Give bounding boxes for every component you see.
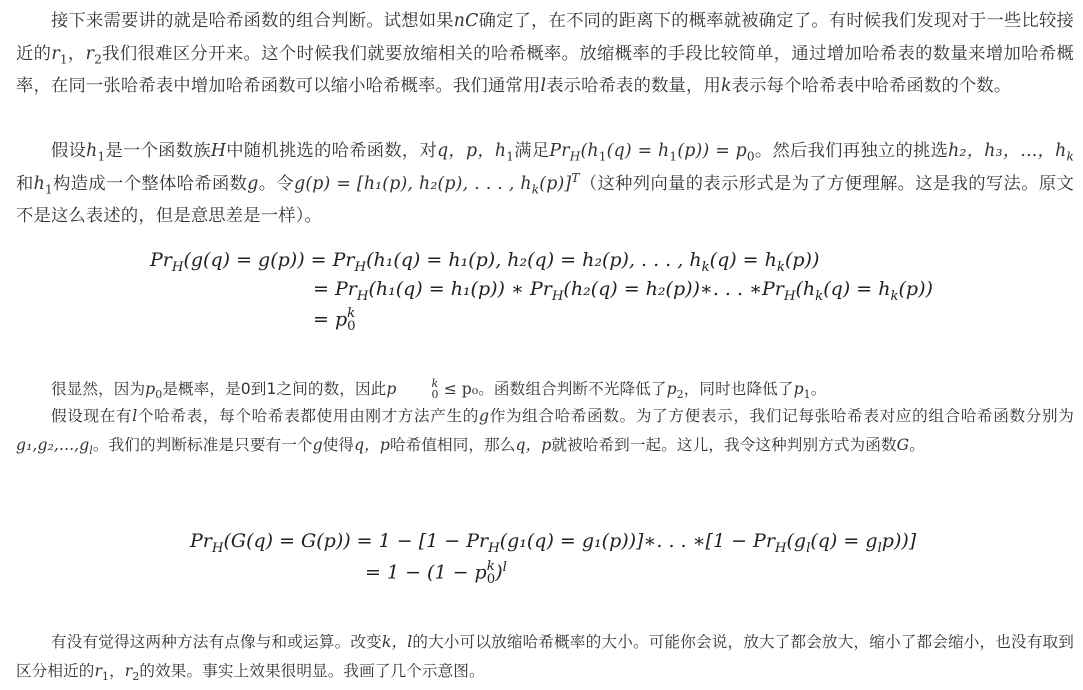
text: 的效果。事实上效果很明显。我画了几个示意图。 (139, 662, 485, 680)
text: 是一个函数族 (105, 141, 211, 161)
paragraph-intro (16, 5, 1074, 103)
math-l: l (540, 76, 547, 96)
math-k: k (721, 76, 732, 96)
math-g-list: $g_1,g_2,...,g_l$ (16, 436, 93, 458)
text: 假设现在有 (51, 407, 133, 425)
math-q-p: q，p (354, 436, 390, 454)
math-h1: $h_1$ (494, 141, 515, 164)
text: 。然后我们再独立的挑选 (754, 141, 949, 161)
text: 。我们的判断标准是只要有一个 (92, 436, 313, 454)
math-pr-condition: $Pr_H(h_1(q) = h_1(p)) = p_0$ (549, 141, 755, 164)
math-r1: $r_1$ (51, 43, 68, 66)
text: ， (67, 43, 86, 64)
equation-1-line-3: = p k 0 (313, 306, 356, 335)
math-g-definition: g(p) = [h₁(p), h₂(p), . . . , $h_k(p)]^T$ (294, 170, 580, 196)
math-nC: nC (453, 11, 479, 31)
text: 作为组合哈希函数。为了方便表示，我们记每张哈希表对应的组合哈希函数分别为 (489, 407, 1074, 425)
equation-2-line-2: = 1 − (1 − p k 0 )$^l$ (365, 559, 507, 588)
math-k-l: k，l (381, 633, 413, 651)
math-h1: $h_1$ (86, 141, 106, 164)
text: 接下来需要讲的就是哈希函数的组合判断。试想如果 (51, 11, 454, 31)
math-q-p: q，p (515, 436, 552, 454)
text: 。函数组合判断不光降低了 (478, 380, 667, 398)
equation-1-line-1: $Pr_H(g(q) = g(p)) = Pr_H(h_1(q) = h_1(p)$, h₂(q) = h₂(p), . . . , $h_k(q) = h_k(p)$) (150, 249, 820, 275)
text: 的大小可以放缩哈希概率的大小。可能你会说，放大了都会放大，缩小了都会缩小，也没有取到区分相近的 (16, 633, 1075, 680)
equation-1-line-2: = $Pr_H(h_1(q) = h_1(p))$ ∗ $Pr_H(h_2(q)$ = h₂(p))∗. . . $∗Pr_H(h_k(q) = h_k(p))$ (313, 278, 933, 304)
text: 很显然，因为 (51, 380, 146, 398)
math-p0k-inequality: p k 0 ≤ p₀ (386, 377, 479, 401)
text: 使得 (322, 436, 355, 454)
paragraph-and-or: 有没有觉得这两种方法有点像与和或运算。改变k，l的大小可以放缩哈希概率的大小。可能你会说，放大了都会放大，缩小了都会缩小，也没有取到区分相近的$r_1$，$r_2$的效果。事实上效果很明显。我画了几个示意图。 (16, 633, 1075, 684)
text: 就被哈希到一起。这儿，我令这种判别方式为函数 (551, 436, 897, 454)
text: 。令 (258, 173, 295, 194)
text: 我们很难区分开来。这个时候我们就要放缩相关的哈希概率。放缩概率的手段比较简单，通过增加哈希表的数量来增加哈希概率，在同一张哈希表中增加哈希函数可以缩小哈希概率。我们通常用 (16, 43, 1075, 96)
math-G: G (896, 436, 910, 454)
text: 表示哈希表的数量，用 (546, 76, 722, 96)
text: ，同时也降低了 (683, 380, 794, 398)
math-g: g (312, 436, 323, 454)
paragraph-assumption (16, 135, 1074, 233)
text: 中随机挑选的哈希函数，对 (226, 141, 438, 161)
math-h2-hk: h₂，h₃，...，$h_k$ (948, 141, 1075, 164)
text: 假设 (51, 141, 87, 161)
text: 。 (810, 380, 827, 398)
math-l: l (132, 407, 138, 425)
paragraph-conclusion (16, 375, 1074, 404)
text: 确定了，在不同的距离下的概率就被确定了。有时候我们发现对于一些比较接近的 (16, 11, 1074, 64)
text: 。 (909, 436, 925, 454)
text: 满足 (514, 141, 550, 161)
math-H: H (210, 141, 227, 161)
equation-2-line-1: $Pr_H(G(q) = G(p)) = 1 - [1 - Pr_H(g_1(q)$ = g₁(p))]∗. . . ∗[1 − $Pr_H(g_l(q) = g_lp)$)] (190, 530, 917, 556)
math-q-p: q，p， (437, 141, 495, 161)
text: （这种列向量的表示形式是为了方便理解。这是我的写法。原文不是这么表述的，但是意思差是一样）。 (16, 173, 1075, 226)
math-p2: $p_2$ (666, 380, 684, 402)
math-h1: $h_1$ (33, 173, 53, 196)
math-g: g (479, 407, 490, 425)
math-p0: $p_0$ (145, 380, 163, 402)
math-r2: $r_2$ (85, 43, 102, 66)
math-p1: $p_1$ (793, 380, 811, 402)
text: 是概率，是0到1之间的数，因此 (162, 380, 387, 398)
text: 哈希值相同，那么 (389, 436, 516, 454)
paragraph-multi-table (16, 402, 1074, 460)
math-r1: $r_1$ (94, 662, 110, 684)
math-g: g (247, 173, 259, 194)
text: 表示每个哈希表中哈希函数的个数。 (731, 76, 1012, 96)
text: 有没有觉得这两种方法有点像与和或运算。改变 (51, 633, 382, 651)
text: 个哈希表，每个哈希表都使用由刚才方法产生的 (137, 407, 480, 425)
text: 和 (16, 173, 34, 194)
text: 构造成一个整体哈希函数 (52, 173, 248, 194)
math-r2: $r_2$ (124, 662, 140, 684)
